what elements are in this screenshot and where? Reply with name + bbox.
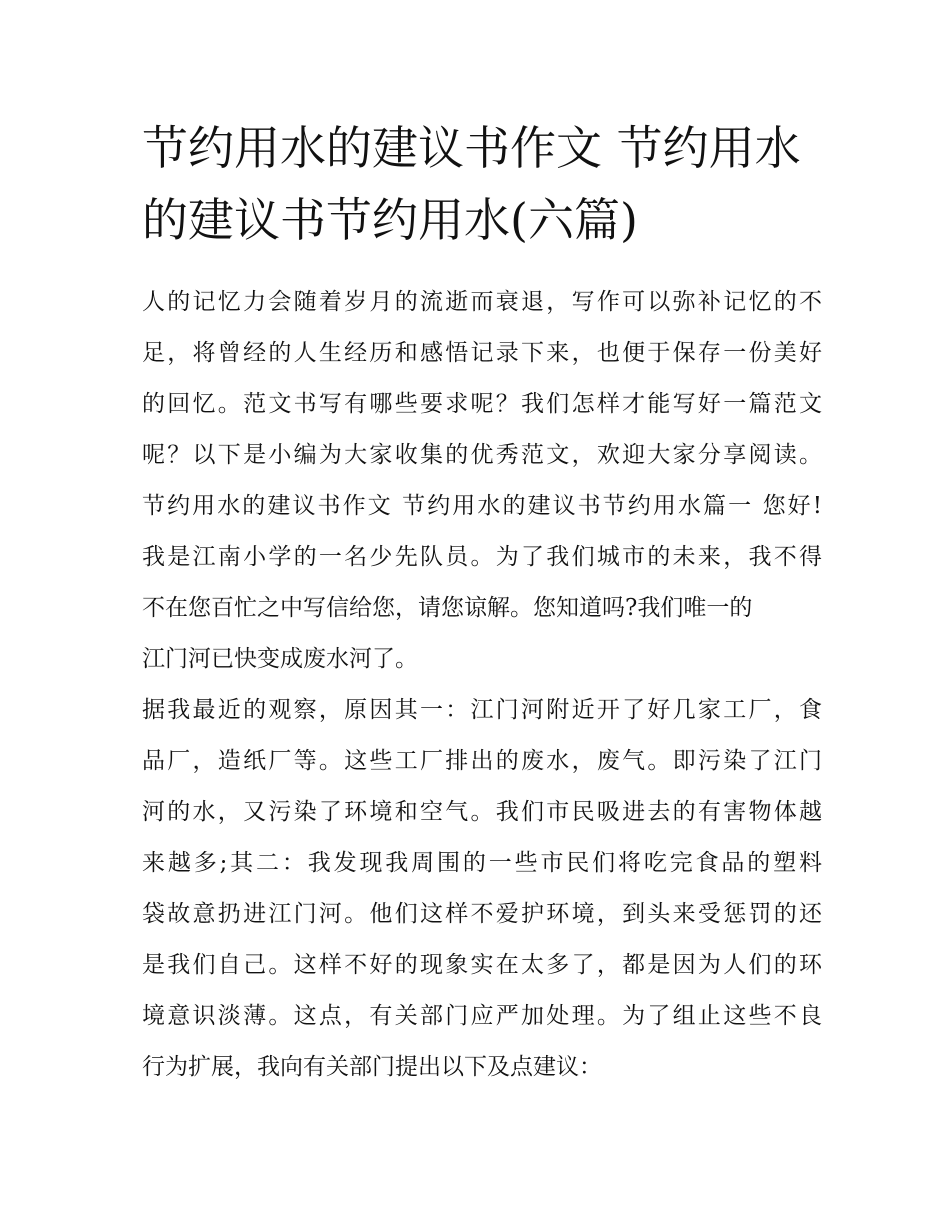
paragraph-line: 呢？以下是小编为大家收集的优秀范文，欢迎大家分享阅读。 <box>142 442 822 468</box>
paragraph-line: 不在您百忙之中写信给您，请您谅解。您知道吗?我们唯一的 <box>142 595 753 621</box>
paragraph-line: 足，将曾经的人生经历和感悟记录下来，也便于保存一份美好 <box>142 340 822 366</box>
paragraph-line: 是我们自己。这样不好的现象实在太多了，都是因为人们的环 <box>142 952 822 978</box>
paragraph-line: 江门河已快变成废水河了。 <box>142 646 418 672</box>
paragraph-line: 袋故意扔进江门河。他们这样不爱护环境，到头来受惩罚的还 <box>142 901 822 927</box>
paragraph-line: 来越多;其二：我发现我周围的一些市民们将吃完食品的塑料 <box>142 850 822 876</box>
paragraph-line: 人的记忆力会随着岁月的流逝而衰退，写作可以弥补记忆的不 <box>142 289 822 315</box>
paragraph-line: 行为扩展，我向有关部门提出以下及点建议： <box>142 1054 602 1080</box>
paragraph-line: 的回忆。范文书写有哪些要求呢？我们怎样才能写好一篇范文 <box>142 391 822 417</box>
paragraph-line: 我是江南小学的一名少先队员。为了我们城市的未来，我不得 <box>142 544 822 570</box>
document-title: 节约用水的建议书作文 节约用水的建议书节约用水(六篇) <box>142 121 801 247</box>
paragraph-line: 河的水，又污染了环境和空气。我们市民吸进去的有害物体越 <box>142 799 822 825</box>
paragraph-line: 节约用水的建议书作文 节约用水的建议书节约用水篇一 您好! <box>142 493 822 519</box>
paragraph-line: 境意识淡薄。这点，有关部门应严加处理。为了组止这些不良 <box>142 1003 822 1029</box>
paragraph-line: 据我最近的观察，原因其一：江门河附近开了好几家工厂，食 <box>142 697 822 723</box>
paragraph-line: 品厂，造纸厂等。这些工厂排出的废水，废气。即污染了江门 <box>142 748 822 774</box>
